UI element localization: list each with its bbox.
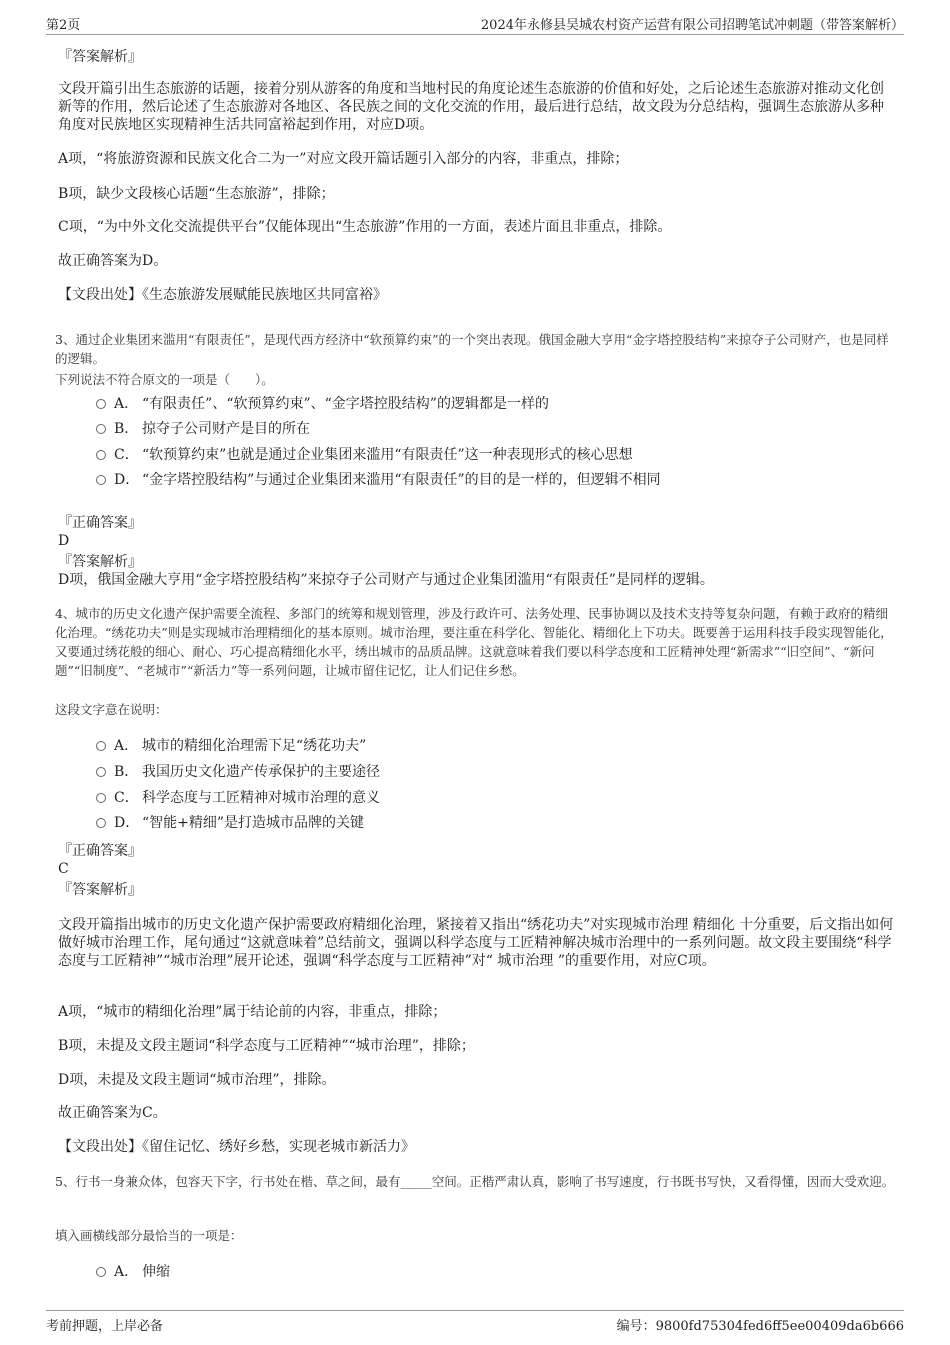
q5-stem: 5、行书一身兼众体，包容天下字，行书处在楷、草之间，最有_____空间。正楷严肃认真，影响了书写速度，行书既书写快，又看得懂，因而大受欢迎。 (55, 1174, 895, 1189)
radio-icon[interactable] (96, 767, 106, 777)
radio-icon[interactable] (96, 741, 106, 751)
option-text: 掠夺子公司财产是目的所在 (142, 421, 310, 437)
option-letter: D． (114, 472, 140, 488)
q3-analysis: D项，俄国金融大亨用“金字塔控股结构”来掠夺子公司财产与通过企业集团滥用“有限责任”是同样的逻辑。 (58, 572, 714, 588)
q4-prompt: 这段文字意在说明： (55, 702, 168, 717)
q4-analysis-label: 『答案解析』 (58, 882, 142, 898)
q3-analysis-label: 『答案解析』 (58, 554, 142, 570)
q3-option-a[interactable] (96, 395, 549, 413)
q2-analysis-option-a: A项，“将旅游资源和民族文化合二为一”对应文段开篇话题引入部分的内容，非重点，排除； (58, 151, 629, 167)
footer-serial: 编号：9800fd75304fed6ff5ee00409da6b666 (616, 1319, 904, 1334)
option-text: 城市的精细化治理需下足“绣花功夫” (142, 738, 367, 754)
page-footer (46, 1310, 904, 1337)
q2-analysis-option-b: B项，缺少文段核心话题“生态旅游”，排除； (58, 186, 335, 202)
q3-answer: D (58, 533, 70, 549)
q2-conclusion: 故正确答案为D。 (58, 253, 168, 269)
option-text: 我国历史文化遗产传承保护的主要途径 (142, 764, 380, 780)
option-text: “智能+精细”是打造城市品牌的关键 (142, 815, 365, 831)
radio-icon[interactable] (96, 424, 106, 434)
q4-analysis-option-a: A项，“城市的精细化治理”属于结论前的内容，非重点，排除； (58, 1004, 447, 1020)
q5-prompt: 填入画横线部分最恰当的一项是： (55, 1228, 243, 1243)
q4-option-c[interactable] (96, 789, 380, 807)
page-number: 第2页 (46, 18, 81, 33)
q4-option-b[interactable] (96, 763, 380, 781)
option-text: 伸缩 (142, 1264, 170, 1280)
radio-icon[interactable] (96, 399, 106, 409)
q4-answer: C (58, 861, 69, 877)
q3-prompt: 下列说法不符合原文的一项是（ ）。 (55, 372, 274, 387)
q3-option-b[interactable] (96, 420, 310, 438)
q4-source: 【文段出处】《留住记忆、绣好乡愁，实现老城市新活力》 (58, 1139, 415, 1155)
q5-option-a[interactable] (96, 1263, 170, 1281)
q4-answer-label: 『正确答案』 (58, 843, 142, 859)
option-letter: C． (114, 790, 139, 806)
q3-option-c[interactable] (96, 446, 633, 464)
q2-source: 【文段出处】《生态旅游发展赋能民族地区共同富裕》 (58, 287, 387, 303)
option-text: 科学态度与工匠精神对城市治理的意义 (142, 790, 380, 806)
q4-option-d[interactable] (96, 814, 364, 832)
option-letter: B． (114, 764, 139, 780)
q4-conclusion: 故正确答案为C。 (58, 1105, 167, 1121)
q2-analysis-option-c: C项，“为中外文化交流提供平台”仅能体现出“生态旅游”作用的一方面，表述片面且非重点，排除。 (58, 219, 672, 235)
q4-analysis-option-b: B项，未提及文段主题词“科学态度与工匠精神”“城市治理”，排除； (58, 1038, 475, 1054)
option-text: “软预算约束”也就是通过企业集团来滥用“有限责任”这一种表现形式的核心思想 (142, 447, 633, 463)
q4-analysis-option-d: D项，未提及文段主题词“城市治理”，排除。 (58, 1072, 336, 1088)
option-letter: A． (114, 396, 139, 412)
radio-icon[interactable] (96, 475, 106, 485)
q2-analysis-paragraph: 文段开篇引出生态旅游的话题，接着分别从游客的角度和当地村民的角度论述生态旅游的价值和好处，之后论述生态旅游对推动文化创新等的作用，然后论述了生态旅游对各地区、各民族之间的文化交流的作用，最后进行总结，故文段为分总结构，强调生态旅游从多种角度对民族地区实现精神生活共同富裕起到作用，对应D项。 (58, 81, 884, 133)
radio-icon[interactable] (96, 818, 106, 828)
q4-analysis-paragraph: 文段开篇指出城市的历史文化遗产保护需要政府精细化治理，紧接着又指出“绣花功夫”对实现城市治理 精细化 十分重要，后文指出如何做好城市治理工作，尾句通过“这就意味着”总结前文，强调以科学态度与工匠精神解决城市治理中的一系列问题。故文段主要围绕“科学态度与工匠精神”“城市治理”展开论述，强调“科学态度与工匠精神”对“ 城市治理 ”的重要作用，对应C项。 (58, 917, 894, 969)
q4-option-a[interactable] (96, 737, 366, 755)
option-letter: A． (114, 1264, 139, 1280)
radio-icon[interactable] (96, 1267, 106, 1277)
option-letter: A． (114, 738, 139, 754)
option-letter: D． (114, 815, 140, 831)
q2-analysis-label: 『答案解析』 (58, 49, 142, 65)
q3-stem: 3、通过企业集团来滥用“有限责任”，是现代西方经济中“软预算约束”的一个突出表现。俄国金融大亨用“金字塔控股结构”来掠夺子公司财产，也是同样的逻辑。 (55, 332, 889, 366)
q3-answer-label: 『正确答案』 (58, 515, 142, 531)
radio-icon[interactable] (96, 450, 106, 460)
page-header (46, 14, 904, 35)
q4-stem: 4、城市的历史文化遗产保护需要全流程、多部门的统筹和规划管理，涉及行政许可、法务处理、民事协调以及技术支持等复杂问题，有赖于政府的精细化治理。“绣花功夫”则是实现城市治理精细化的基本原则。城市治理，要注重在科学化、智能化、精细化上下功夫。既要善于运用科技手段实现智能化，又要通过绣花般的细心、耐心、巧心提高精细化水平，绣出城市的品质品牌。这就意味着我们要以科学态度和工匠精神处理“新需求”“旧空间”、“新问题”“旧制度”、“老城市”“新活力”等一系列问题，让城市留住记忆，让人们记住乡愁。 (55, 606, 893, 678)
q3-option-d[interactable] (96, 471, 661, 489)
option-letter: B． (114, 421, 139, 437)
radio-icon[interactable] (96, 793, 106, 803)
option-letter: C． (114, 447, 139, 463)
document-title: 2024年永修县吴城农村资产运营有限公司招聘笔试冲刺题（带答案解析） (480, 18, 904, 33)
footer-slogan: 考前押题，上岸必备 (46, 1319, 164, 1334)
option-text: “有限责任”、“软预算约束”、“金字塔控股结构”的逻辑都是一样的 (142, 396, 549, 412)
option-text: “金字塔控股结构”与通过企业集团来滥用“有限责任”的目的是一样的，但逻辑不相同 (142, 472, 661, 488)
